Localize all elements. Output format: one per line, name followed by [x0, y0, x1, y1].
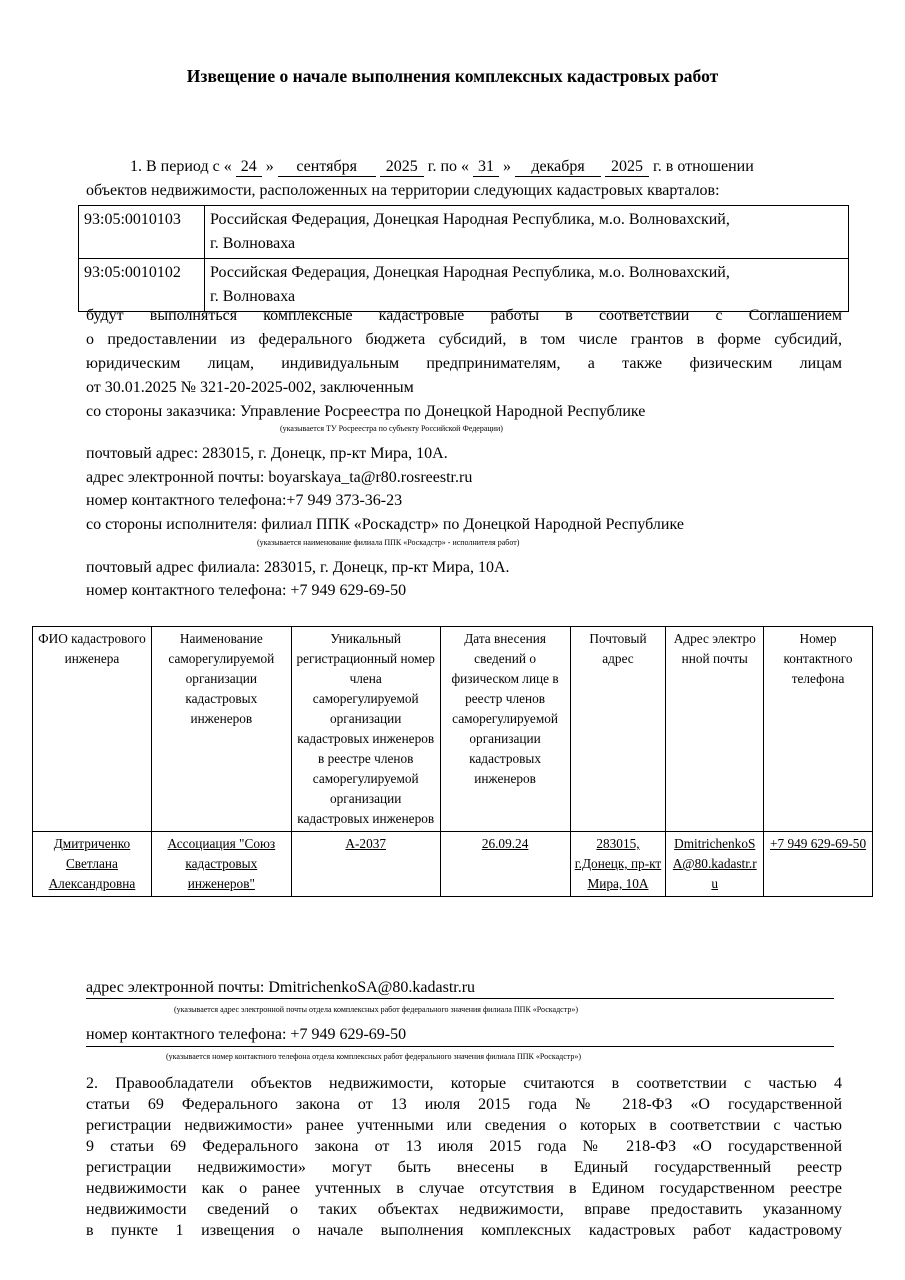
contractor-line: со стороны исполнителя: филиал ППК «Роскадстр» по Донецкой Народной Республике	[86, 516, 684, 533]
from-day: 24	[236, 158, 262, 177]
dept-phone-hint: (указывается номер контактного телефона отдела комплексных работ федерального значения филиала ППК «Роскадстр»)	[166, 1052, 582, 1061]
column-header: Адрес электронной почты	[666, 627, 764, 832]
quarter-address-line: Российская Федерация, Донецкая Народная Республика, м.о. Волновахский,	[210, 264, 730, 281]
quarter-number: 93:05:0010102	[79, 259, 205, 312]
paragraph-line: о предоставлении из федерального бюджета субсидий, в том числе грантов в форме субсидий,	[86, 331, 842, 348]
agreement-paragraph	[86, 304, 842, 376]
engineer-postal: 283015, г.Донецк, пр-кт Мира, 10А	[570, 832, 666, 897]
period-suffix: г. в отношении	[653, 158, 754, 175]
contractor-postal: почтовый адрес филиала: 283015, г. Донецк, пр-кт Мира, 10А.	[86, 559, 510, 576]
paragraph-line: 9 статьи 69 Федерального закона от 13 июля 2015 года № 218-ФЗ «О государственной	[86, 1138, 842, 1155]
quarter-address-line: г. Волноваха	[210, 288, 296, 305]
customer-postal: почтовый адрес: 283015, г. Донецк, пр-кт Мира, 10А.	[86, 445, 448, 462]
column-header: Дата внесения сведений о физическом лице в реестр членов саморегулируемой организации кадастровых инженеров	[440, 627, 570, 832]
quote-open: «	[223, 158, 232, 175]
to-year: 2025	[605, 158, 649, 177]
paragraph-line: недвижимости сведений о таких объектах недвижимости, вправе предоставить указанному	[86, 1201, 842, 1218]
table-row	[79, 206, 849, 259]
period-line	[130, 157, 754, 177]
table-header-row	[33, 627, 873, 832]
to-month: декабря	[515, 158, 601, 177]
from-month: сентября	[278, 158, 376, 177]
period-prefix: 1. В период с	[130, 158, 220, 175]
period-mid: г. по	[427, 158, 458, 175]
dept-email-line: адрес электронной почты: DmitrichenkoSA@80.kadastr.ru	[86, 979, 476, 996]
paragraph-line: в пункте 1 извещения о начале выполнения комплексных кадастровых работ кадастровому	[86, 1222, 842, 1239]
table-row	[33, 832, 873, 897]
underline-rule	[86, 998, 834, 999]
quarters-table	[78, 205, 849, 312]
paragraph-line: 2. Правообладатели объектов недвижимости, которые считаются в соответствии с частью 4	[86, 1075, 842, 1092]
quarter-address-line: г. Волноваха	[210, 235, 296, 252]
engineer-phone: +7 949 629-69-50	[764, 832, 873, 897]
engineer-reg-number: А-2037	[291, 832, 440, 897]
section-2-paragraph	[86, 1073, 842, 1241]
dept-phone-line: номер контактного телефона: +7 949 629-69-50	[86, 1026, 407, 1043]
quarter-address-line: Российская Федерация, Донецкая Народная Республика, м.о. Волновахский,	[210, 211, 730, 228]
contractor-phone: номер контактного телефона: +7 949 629-69-50	[86, 582, 407, 599]
customer-line: со стороны заказчика: Управление Росреестра по Донецкой Народной Республике	[86, 403, 646, 420]
column-header: Почтовый адрес	[570, 627, 666, 832]
column-header: Наименование саморегулируемой организации кадастровых инженеров	[151, 627, 291, 832]
column-header: ФИО кадастрового инженера	[33, 627, 152, 832]
document-title: Извещение о начале выполнения комплексных кадастровых работ	[186, 66, 719, 86]
quarter-number: 93:05:0010103	[79, 206, 205, 259]
paragraph-line: регистрации недвижимости» ранее учтенными или сведения о которых в соответствии с частью	[86, 1117, 842, 1134]
engineer-date: 26.09.24	[440, 832, 570, 897]
engineer-sro: Ассоциация "Союз кадастровых инженеров"	[151, 832, 291, 897]
column-header: Номер контактного телефона	[764, 627, 873, 832]
to-day: 31	[473, 158, 499, 177]
paragraph-line: недвижимости как о ранее учтенных в случае отсутствия в Едином государственном реестре	[86, 1180, 842, 1197]
column-header: Уникальный регистрационный номер члена саморегулируемой организации кадастровых инженеров в реестре членов саморегулируемой организации кадастровых инженеров	[291, 627, 440, 832]
dept-email-hint: (указывается адрес электронной почты отдела комплексных работ федерального значения филиала ППК «Роскадстр»)	[174, 1005, 578, 1014]
paragraph-line: регистрации недвижимости» могут быть внесены в Единый государственный реестр	[86, 1159, 842, 1176]
customer-phone: номер контактного телефона:+7 949 373-36-23	[86, 492, 403, 509]
engineer-name: Дмитриченко Светлана Александровна	[33, 832, 152, 897]
quote-open: «	[461, 158, 470, 175]
paragraph-line: статьи 69 Федерального закона от 13 июля 2015 года № 218-ФЗ «О государственной	[86, 1096, 842, 1113]
agreement-last-line: от 30.01.2025 № 321-20-2025-002, заключенным	[86, 379, 414, 396]
engineer-table	[32, 626, 873, 897]
engineer-email: DmitrichenkoSA@80.kadastr.ru	[666, 832, 764, 897]
paragraph-line: будут выполняться комплексные кадастровые работы в соответствии с Соглашением	[86, 307, 842, 324]
quarter-address	[205, 206, 849, 259]
underline-rule	[86, 1046, 834, 1047]
quote-close: »	[265, 158, 274, 175]
customer-hint: (указывается ТУ Росреестра по субъекту Российской Федерации)	[280, 424, 503, 433]
quote-close: »	[503, 158, 512, 175]
paragraph-line: юридическим лицам, индивидуальным предпринимателям, а также физическим лицам	[86, 355, 842, 372]
period-line-2: объектов недвижимости, расположенных на территории следующих кадастровых кварталов:	[86, 182, 720, 199]
from-year: 2025	[380, 158, 424, 177]
customer-email: адрес электронной почты: boyarskaya_ta@r80.rosreestr.ru	[86, 469, 473, 486]
contractor-hint: (указывается наименование филиала ППК «Роскадстр» - исполнителя работ)	[257, 538, 520, 547]
